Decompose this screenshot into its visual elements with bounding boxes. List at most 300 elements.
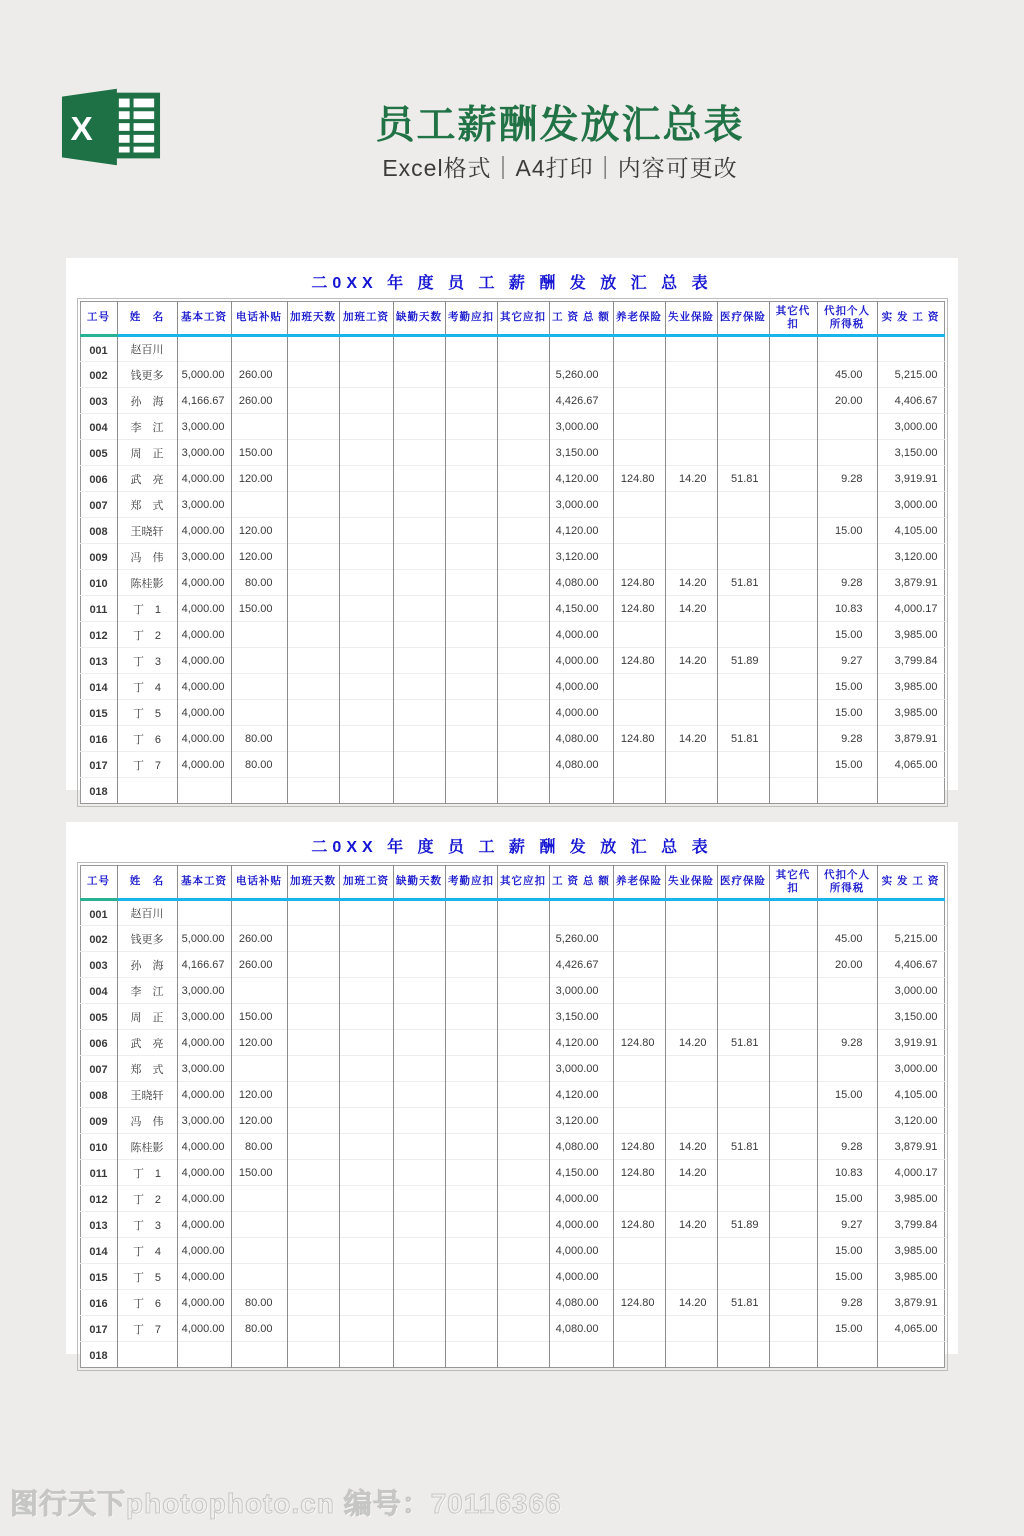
cell-value: 15.00 xyxy=(817,700,877,726)
cell-value xyxy=(665,492,717,518)
table-row xyxy=(80,1134,944,1160)
cell-value xyxy=(339,752,393,778)
table-row xyxy=(80,1004,944,1030)
cell-value: 51.81 xyxy=(717,1290,769,1316)
cell-value xyxy=(287,440,339,466)
cell-value: 150.00 xyxy=(231,1160,287,1186)
cell-value xyxy=(287,926,339,952)
cell-value xyxy=(445,674,497,700)
cell-value xyxy=(231,978,287,1004)
cell-value xyxy=(231,674,287,700)
table-row xyxy=(80,388,944,414)
cell-value: 4,150.00 xyxy=(549,1160,613,1186)
cell-value xyxy=(665,622,717,648)
cell-value: 9.28 xyxy=(817,726,877,752)
cell-value xyxy=(287,1160,339,1186)
cell-value: 4,120.00 xyxy=(549,1082,613,1108)
cell-value: 4,000.00 xyxy=(549,1186,613,1212)
cell-value xyxy=(445,1186,497,1212)
cell-value: 4,000.00 xyxy=(177,570,231,596)
cell-value xyxy=(717,674,769,700)
cell-employee-name: 丁 6 xyxy=(117,1290,177,1316)
cell-value xyxy=(613,362,665,388)
column-header: 失业保险 xyxy=(665,866,717,900)
cell-value xyxy=(613,1108,665,1134)
cell-value xyxy=(231,700,287,726)
cell-employee-name: 冯 伟 xyxy=(117,544,177,570)
cell-value xyxy=(287,674,339,700)
cell-employee-name: 丁 6 xyxy=(117,726,177,752)
cell-employee-name: 赵百川 xyxy=(117,336,177,362)
cell-value: 3,985.00 xyxy=(877,1238,944,1264)
cell-value: 4,000.00 xyxy=(177,1212,231,1238)
cell-value xyxy=(613,336,665,362)
cell-value xyxy=(497,1030,549,1056)
cell-value xyxy=(231,648,287,674)
column-header: 缺勤天数 xyxy=(393,866,445,900)
cell-value xyxy=(817,492,877,518)
cell-value xyxy=(231,414,287,440)
cell-value: 4,120.00 xyxy=(549,466,613,492)
cell-value xyxy=(665,1186,717,1212)
cell-value: 14.20 xyxy=(665,1290,717,1316)
table-row xyxy=(80,1160,944,1186)
table-row xyxy=(80,1056,944,1082)
cell-value xyxy=(445,518,497,544)
cell-value xyxy=(177,1342,231,1368)
cell-value xyxy=(613,518,665,544)
cell-value: 4,000.00 xyxy=(549,674,613,700)
table-row xyxy=(80,778,944,804)
cell-value xyxy=(445,388,497,414)
cell-value xyxy=(287,362,339,388)
cell-value: 51.81 xyxy=(717,466,769,492)
cell-value xyxy=(549,900,613,926)
cell-value xyxy=(497,1134,549,1160)
cell-value xyxy=(497,1316,549,1342)
cell-value: 120.00 xyxy=(231,466,287,492)
cell-employee-id: 003 xyxy=(80,388,117,414)
cell-value xyxy=(717,926,769,952)
cell-employee-id: 017 xyxy=(80,752,117,778)
cell-value xyxy=(287,752,339,778)
cell-value xyxy=(769,518,817,544)
cell-value xyxy=(393,596,445,622)
cell-value xyxy=(613,1186,665,1212)
cell-value xyxy=(613,1316,665,1342)
cell-value: 3,120.00 xyxy=(877,544,944,570)
cell-value xyxy=(393,1160,445,1186)
cell-value xyxy=(613,1264,665,1290)
cell-value xyxy=(393,414,445,440)
cell-value xyxy=(445,1134,497,1160)
cell-employee-id: 015 xyxy=(80,700,117,726)
cell-employee-id: 002 xyxy=(80,362,117,388)
cell-value xyxy=(613,1082,665,1108)
cell-value xyxy=(769,388,817,414)
cell-value xyxy=(549,778,613,804)
cell-value xyxy=(445,362,497,388)
cell-employee-id: 009 xyxy=(80,1108,117,1134)
column-header: 实 发 工 资 xyxy=(877,302,944,336)
cell-value: 124.80 xyxy=(613,648,665,674)
cell-value xyxy=(393,900,445,926)
cell-value xyxy=(497,778,549,804)
cell-value xyxy=(769,674,817,700)
cell-value xyxy=(445,414,497,440)
cell-value xyxy=(877,900,944,926)
cell-value: 10.83 xyxy=(817,596,877,622)
cell-value xyxy=(393,336,445,362)
cell-value: 3,000.00 xyxy=(177,1108,231,1134)
column-header: 其它应扣 xyxy=(497,866,549,900)
cell-value xyxy=(497,1160,549,1186)
cell-value xyxy=(339,1108,393,1134)
table-row xyxy=(80,336,944,362)
table-row xyxy=(80,596,944,622)
cell-value xyxy=(717,1004,769,1030)
cell-value: 150.00 xyxy=(231,596,287,622)
cell-employee-name: 丁 3 xyxy=(117,648,177,674)
cell-value xyxy=(817,900,877,926)
cell-value: 4,000.00 xyxy=(549,622,613,648)
cell-value: 15.00 xyxy=(817,1082,877,1108)
sheet-preview-panel-1 xyxy=(66,258,958,798)
cell-value: 14.20 xyxy=(665,1212,717,1238)
cell-value: 4,406.67 xyxy=(877,952,944,978)
cell-value: 4,000.00 xyxy=(177,1264,231,1290)
cell-value: 4,000.00 xyxy=(549,1238,613,1264)
cell-value: 14.20 xyxy=(665,1134,717,1160)
cell-value xyxy=(393,778,445,804)
cell-value xyxy=(393,752,445,778)
cell-value xyxy=(497,752,549,778)
cell-value xyxy=(445,900,497,926)
cell-value: 20.00 xyxy=(817,388,877,414)
cell-employee-name: 陈桂影 xyxy=(117,570,177,596)
cell-value xyxy=(497,726,549,752)
cell-value: 3,000.00 xyxy=(877,978,944,1004)
cell-employee-id: 014 xyxy=(80,674,117,700)
cell-employee-name: 赵百川 xyxy=(117,900,177,926)
cell-value xyxy=(717,440,769,466)
cell-value xyxy=(769,752,817,778)
cell-value xyxy=(445,440,497,466)
cell-value: 120.00 xyxy=(231,518,287,544)
cell-value xyxy=(231,1264,287,1290)
cell-value xyxy=(445,336,497,362)
cell-value xyxy=(339,596,393,622)
cell-employee-name: 丁 4 xyxy=(117,1238,177,1264)
cell-value xyxy=(665,388,717,414)
cell-employee-id: 007 xyxy=(80,1056,117,1082)
cell-value: 3,879.91 xyxy=(877,726,944,752)
cell-value: 3,985.00 xyxy=(877,622,944,648)
cell-value: 15.00 xyxy=(817,622,877,648)
cell-value xyxy=(393,466,445,492)
cell-value: 4,105.00 xyxy=(877,518,944,544)
cell-value xyxy=(613,1004,665,1030)
cell-value xyxy=(231,492,287,518)
cell-value xyxy=(445,1238,497,1264)
cell-employee-id: 017 xyxy=(80,1316,117,1342)
header-row xyxy=(80,302,944,336)
column-header: 姓 名 xyxy=(117,302,177,336)
cell-value: 3,985.00 xyxy=(877,1264,944,1290)
cell-value: 4,080.00 xyxy=(549,570,613,596)
cell-value xyxy=(717,414,769,440)
cell-employee-id: 007 xyxy=(80,492,117,518)
table-row xyxy=(80,544,944,570)
cell-value xyxy=(497,952,549,978)
cell-employee-id: 016 xyxy=(80,726,117,752)
cell-value xyxy=(497,1342,549,1368)
cell-value: 4,000.00 xyxy=(177,1238,231,1264)
column-header: 养老保险 xyxy=(613,866,665,900)
cell-value xyxy=(665,1082,717,1108)
cell-value xyxy=(287,900,339,926)
cell-value xyxy=(339,1160,393,1186)
cell-value xyxy=(769,1160,817,1186)
cell-value xyxy=(613,440,665,466)
cell-value xyxy=(717,518,769,544)
cell-value xyxy=(445,1030,497,1056)
cell-value xyxy=(287,1134,339,1160)
cell-value: 4,000.00 xyxy=(549,700,613,726)
cell-value xyxy=(393,1238,445,1264)
cell-value: 4,000.00 xyxy=(177,622,231,648)
cell-employee-id: 001 xyxy=(80,336,117,362)
cell-value xyxy=(287,570,339,596)
cell-value: 3,000.00 xyxy=(877,1056,944,1082)
cell-value: 150.00 xyxy=(231,440,287,466)
cell-value xyxy=(393,674,445,700)
cell-value: 14.20 xyxy=(665,466,717,492)
cell-value xyxy=(717,1160,769,1186)
cell-value xyxy=(287,414,339,440)
cell-value xyxy=(393,622,445,648)
cell-value xyxy=(497,1004,549,1030)
cell-value xyxy=(339,926,393,952)
cell-employee-name xyxy=(117,1342,177,1368)
cell-value: 14.20 xyxy=(665,648,717,674)
cell-employee-id: 008 xyxy=(80,518,117,544)
cell-value xyxy=(717,388,769,414)
cell-value xyxy=(231,336,287,362)
cell-value xyxy=(393,1186,445,1212)
cell-value xyxy=(445,1004,497,1030)
cell-value xyxy=(717,700,769,726)
cell-value: 45.00 xyxy=(817,926,877,952)
cell-value xyxy=(497,362,549,388)
cell-value: 4,000.00 xyxy=(177,596,231,622)
cell-value xyxy=(339,388,393,414)
cell-value: 4,000.00 xyxy=(177,726,231,752)
cell-value xyxy=(339,622,393,648)
cell-value xyxy=(287,466,339,492)
cell-value xyxy=(445,1264,497,1290)
cell-value xyxy=(769,900,817,926)
cell-value: 4,000.00 xyxy=(177,1134,231,1160)
cell-employee-name: 周 正 xyxy=(117,440,177,466)
cell-value xyxy=(445,978,497,1004)
cell-employee-id: 003 xyxy=(80,952,117,978)
table-row xyxy=(80,1212,944,1238)
cell-value xyxy=(393,1134,445,1160)
cell-value xyxy=(665,440,717,466)
cell-value: 124.80 xyxy=(613,1160,665,1186)
column-header: 代扣个人所得税 xyxy=(817,866,877,900)
cell-value xyxy=(817,1108,877,1134)
cell-value xyxy=(231,1056,287,1082)
cell-value xyxy=(817,778,877,804)
cell-value xyxy=(287,1108,339,1134)
cell-value xyxy=(497,1290,549,1316)
cell-value: 4,105.00 xyxy=(877,1082,944,1108)
cell-value xyxy=(393,1030,445,1056)
cell-value xyxy=(717,978,769,1004)
cell-employee-id: 004 xyxy=(80,978,117,1004)
cell-value xyxy=(497,414,549,440)
cell-value xyxy=(497,900,549,926)
table-row xyxy=(80,1342,944,1368)
cell-value: 4,166.67 xyxy=(177,388,231,414)
cell-value xyxy=(497,440,549,466)
table-row xyxy=(80,1264,944,1290)
cell-value xyxy=(717,952,769,978)
cell-value: 80.00 xyxy=(231,1134,287,1160)
cell-value xyxy=(497,336,549,362)
cell-value xyxy=(287,596,339,622)
cell-employee-name: 郑 式 xyxy=(117,1056,177,1082)
cell-value: 3,000.00 xyxy=(549,492,613,518)
cell-value: 4,080.00 xyxy=(549,1316,613,1342)
cell-value xyxy=(445,1342,497,1368)
table-row xyxy=(80,570,944,596)
cell-value: 9.28 xyxy=(817,466,877,492)
cell-value: 4,426.67 xyxy=(549,952,613,978)
cell-value xyxy=(445,544,497,570)
cell-value: 15.00 xyxy=(817,1186,877,1212)
page-subtitle: Excel格式｜A4打印｜内容可更改 xyxy=(382,155,738,181)
cell-employee-name: 丁 1 xyxy=(117,1160,177,1186)
cell-employee-name: 钱更多 xyxy=(117,926,177,952)
cell-value: 124.80 xyxy=(613,596,665,622)
cell-value xyxy=(717,1264,769,1290)
cell-employee-id: 005 xyxy=(80,1004,117,1030)
cell-value: 3,000.00 xyxy=(177,440,231,466)
cell-value xyxy=(817,440,877,466)
column-header: 考勤应扣 xyxy=(445,866,497,900)
cell-employee-name: 李 江 xyxy=(117,414,177,440)
cell-value xyxy=(717,492,769,518)
cell-value: 4,406.67 xyxy=(877,388,944,414)
cell-value xyxy=(717,596,769,622)
cell-employee-name: 李 江 xyxy=(117,978,177,1004)
cell-value xyxy=(665,1108,717,1134)
page-title: 员工薪酬发放汇总表 xyxy=(375,104,745,147)
cell-value xyxy=(665,978,717,1004)
cell-value: 3,150.00 xyxy=(549,440,613,466)
cell-value: 260.00 xyxy=(231,388,287,414)
cell-employee-id: 012 xyxy=(80,622,117,648)
cell-value xyxy=(497,648,549,674)
cell-value xyxy=(497,622,549,648)
cell-value xyxy=(769,778,817,804)
cell-value xyxy=(339,362,393,388)
cell-employee-id: 010 xyxy=(80,1134,117,1160)
cell-value xyxy=(613,1056,665,1082)
cell-value: 14.20 xyxy=(665,596,717,622)
cell-value xyxy=(717,778,769,804)
cell-value xyxy=(613,388,665,414)
cell-value xyxy=(339,518,393,544)
table-row xyxy=(80,952,944,978)
column-header: 工号 xyxy=(80,302,117,336)
cell-value xyxy=(339,414,393,440)
cell-value: 3,120.00 xyxy=(549,544,613,570)
cell-value xyxy=(287,388,339,414)
cell-value xyxy=(339,978,393,1004)
cell-value xyxy=(497,492,549,518)
cell-value xyxy=(817,1004,877,1030)
cell-value xyxy=(177,336,231,362)
cell-value xyxy=(339,1056,393,1082)
cell-value: 3,879.91 xyxy=(877,1290,944,1316)
cell-value xyxy=(287,1238,339,1264)
cell-employee-name: 王晓轩 xyxy=(117,1082,177,1108)
cell-value xyxy=(445,492,497,518)
table-row xyxy=(80,926,944,952)
cell-value xyxy=(445,1212,497,1238)
cell-value: 15.00 xyxy=(817,1238,877,1264)
cell-value xyxy=(393,1056,445,1082)
cell-value xyxy=(445,700,497,726)
cell-value: 4,000.00 xyxy=(177,1186,231,1212)
cell-value xyxy=(717,1342,769,1368)
cell-employee-name: 丁 1 xyxy=(117,596,177,622)
cell-employee-name: 冯 伟 xyxy=(117,1108,177,1134)
cell-employee-name: 丁 5 xyxy=(117,1264,177,1290)
cell-value: 51.81 xyxy=(717,1030,769,1056)
column-header: 实 发 工 资 xyxy=(877,866,944,900)
cell-value xyxy=(769,700,817,726)
cell-value xyxy=(339,570,393,596)
cell-value xyxy=(445,726,497,752)
cell-employee-name: 丁 2 xyxy=(117,622,177,648)
cell-value xyxy=(287,1290,339,1316)
cell-value xyxy=(393,544,445,570)
cell-value: 15.00 xyxy=(817,1316,877,1342)
column-header: 加班工资 xyxy=(339,302,393,336)
cell-value: 3,985.00 xyxy=(877,1186,944,1212)
cell-value xyxy=(393,1342,445,1368)
cell-employee-name: 丁 7 xyxy=(117,1316,177,1342)
cell-value: 14.20 xyxy=(665,1160,717,1186)
cell-value xyxy=(339,900,393,926)
cell-employee-id: 006 xyxy=(80,466,117,492)
table-row xyxy=(80,1186,944,1212)
cell-value: 4,120.00 xyxy=(549,1030,613,1056)
cell-value: 4,065.00 xyxy=(877,1316,944,1342)
cell-value xyxy=(393,1004,445,1030)
cell-value xyxy=(339,700,393,726)
cell-value: 9.28 xyxy=(817,1030,877,1056)
table-row xyxy=(80,978,944,1004)
cell-value: 3,799.84 xyxy=(877,1212,944,1238)
column-header: 考勤应扣 xyxy=(445,302,497,336)
header-row xyxy=(80,866,944,900)
